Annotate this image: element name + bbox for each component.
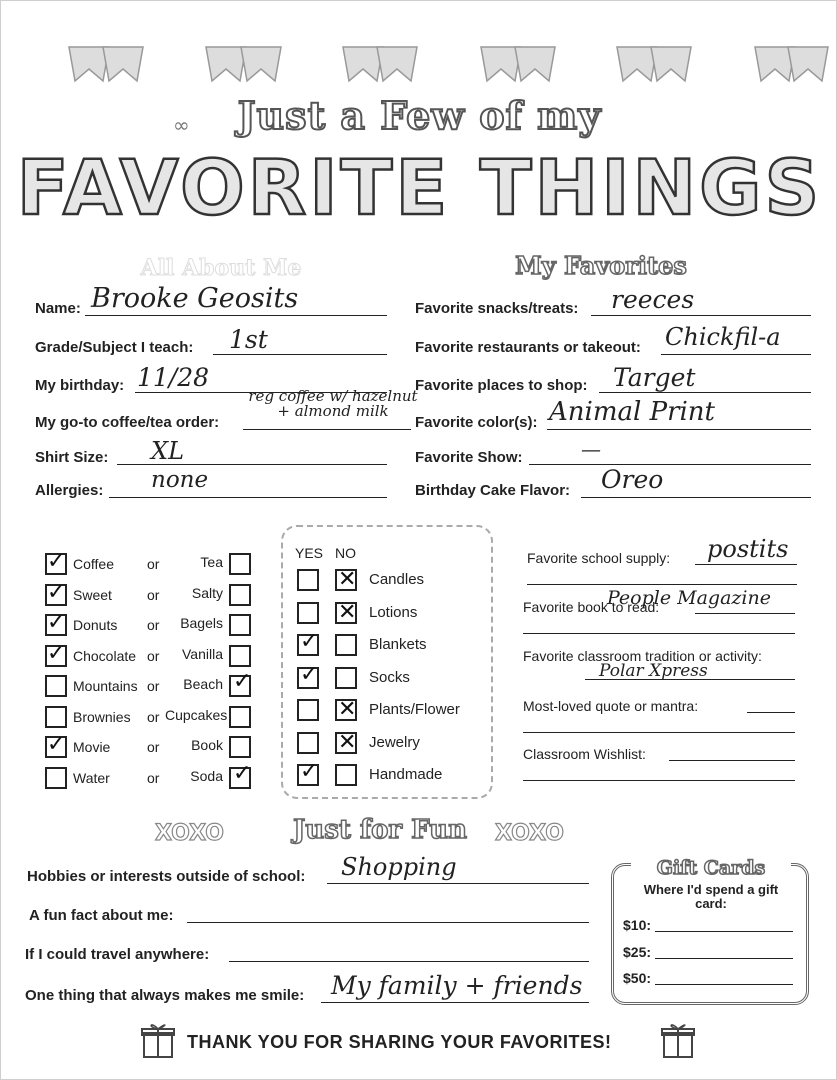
gift-cards-subtitle: Where I'd spend a gift card: xyxy=(643,882,779,911)
hobbies-label: Hobbies or interests outside of school: xyxy=(27,868,306,885)
name-label: Name: xyxy=(35,300,81,317)
hobbies-line[interactable] xyxy=(327,883,589,884)
option-sweet: Sweet xyxy=(73,587,112,603)
snacks-line[interactable] xyxy=(591,315,811,316)
restaurants-line[interactable] xyxy=(661,354,811,355)
about-heading: All About Me xyxy=(140,255,302,281)
gift-card-10-line[interactable] xyxy=(655,931,793,932)
x-mark-icon: ✕ xyxy=(338,730,357,755)
cake-label: Birthday Cake Flavor: xyxy=(415,482,571,499)
or-text: or xyxy=(147,709,160,725)
yes-checkbox-jewelry[interactable] xyxy=(297,732,319,754)
bunting-flag xyxy=(375,45,419,83)
snacks-value: reeces xyxy=(611,285,695,314)
book-line-2[interactable] xyxy=(523,633,795,634)
allergies-value: none xyxy=(151,467,209,493)
checkbox-bagels[interactable] xyxy=(229,614,251,636)
smile-line[interactable] xyxy=(321,1002,589,1003)
smile-label: One thing that always makes me smile: xyxy=(25,987,305,1004)
option-soda: Soda xyxy=(190,768,223,784)
option-chocolate: Chocolate xyxy=(73,648,137,664)
quote-line[interactable] xyxy=(747,712,795,713)
no-checkbox-plants-flower[interactable] xyxy=(335,699,357,721)
swirl-icon: ∞ xyxy=(173,113,190,137)
option-coffee: Coffee xyxy=(73,556,114,572)
checkbox-donuts[interactable] xyxy=(45,610,67,636)
option-beach: Beach xyxy=(183,676,223,692)
checkbox-soda[interactable] xyxy=(229,761,252,789)
gift-card-25-line[interactable] xyxy=(655,958,793,959)
bunting-flag xyxy=(239,45,283,83)
yes-no-item-plants-flower: Plants/Flower xyxy=(369,701,460,718)
book-value: People Magazine xyxy=(607,587,771,609)
checkmark-icon: ✓ xyxy=(300,629,319,654)
or-text: or xyxy=(147,678,160,694)
shop-line[interactable] xyxy=(599,392,811,393)
shirt-size-label: Shirt Size: xyxy=(35,449,109,466)
quote-label: Most-loved quote or mantra: xyxy=(523,698,699,714)
school-supply-label: Favorite school supply: xyxy=(527,550,671,566)
option-bagels: Bagels xyxy=(180,615,223,631)
name-line[interactable] xyxy=(85,315,387,316)
option-brownies: Brownies xyxy=(73,709,131,725)
yes-checkbox-lotions[interactable] xyxy=(297,602,319,624)
fun-fact-line[interactable] xyxy=(187,922,589,923)
just-for-fun-heading: Just for Fun xyxy=(293,815,467,845)
x-mark-icon: ✕ xyxy=(338,600,357,625)
no-checkbox-lotions[interactable] xyxy=(335,602,357,624)
bunting-flag xyxy=(649,45,693,83)
grade-line[interactable] xyxy=(213,354,387,355)
book-line[interactable] xyxy=(695,613,795,614)
option-cupcakes: Cupcakes xyxy=(165,707,228,723)
show-label: Favorite Show: xyxy=(415,449,523,466)
yes-no-item-blankets: Blankets xyxy=(369,636,427,653)
yes-no-item-handmade: Handmade xyxy=(369,766,443,783)
wishlist-line[interactable] xyxy=(669,760,795,761)
no-checkbox-blankets[interactable] xyxy=(335,634,357,656)
yes-column-label: YES xyxy=(295,545,324,561)
checkbox-coffee[interactable] xyxy=(45,549,67,575)
show-line[interactable] xyxy=(529,464,811,465)
page-title: FAVORITE THINGS xyxy=(16,143,823,232)
footer-message: THANK YOU FOR SHARING YOUR FAVORITES! xyxy=(187,1032,612,1052)
birthday-value: 11/28 xyxy=(137,363,210,392)
no-column-label: NO xyxy=(335,545,356,561)
option-mountains: Mountains xyxy=(73,678,138,694)
or-text: or xyxy=(147,739,160,755)
show-value: — xyxy=(581,437,601,461)
school-supply-value: postits xyxy=(707,535,789,563)
shop-label: Favorite places to shop: xyxy=(415,377,588,394)
restaurants-label: Favorite restaurants or takeout: xyxy=(415,339,641,356)
checkmark-icon: ✓ xyxy=(300,759,319,784)
checkbox-movie[interactable] xyxy=(45,732,67,758)
option-book: Book xyxy=(191,737,223,753)
cake-line[interactable] xyxy=(581,497,811,498)
option-tea: Tea xyxy=(200,554,223,570)
shirt-size-value: XL xyxy=(151,437,185,465)
yes-no-item-jewelry: Jewelry xyxy=(369,734,420,751)
option-donuts: Donuts xyxy=(73,617,118,633)
checkbox-mountains[interactable] xyxy=(45,675,67,697)
or-text: or xyxy=(147,587,160,603)
no-checkbox-candles[interactable] xyxy=(335,569,357,591)
no-checkbox-socks[interactable] xyxy=(335,667,357,689)
checkmark-icon: ✓ xyxy=(47,549,66,574)
allergies-line[interactable] xyxy=(109,497,387,498)
quote-line-2[interactable] xyxy=(523,732,795,733)
school-supply-line-2[interactable] xyxy=(527,584,797,585)
option-water: Water xyxy=(73,770,110,786)
gift-card-25-label: $25: xyxy=(623,944,652,960)
x-mark-icon: ✕ xyxy=(338,697,357,722)
birthday-label: My birthday: xyxy=(35,377,125,394)
gift-box-icon xyxy=(141,1021,175,1059)
xoxo-decoration-right: XOXO xyxy=(495,821,564,846)
checkmark-icon: ✓ xyxy=(47,580,66,605)
gift-card-50-label: $50: xyxy=(623,970,652,986)
yes-checkbox-handmade[interactable] xyxy=(297,759,319,786)
checkbox-beach[interactable] xyxy=(229,669,252,697)
yes-no-item-lotions: Lotions xyxy=(369,604,418,621)
no-checkbox-jewelry[interactable] xyxy=(335,732,357,754)
travel-line[interactable] xyxy=(229,961,589,962)
coffee-order-label: My go-to coffee/tea order: xyxy=(35,414,220,431)
checkmark-icon: ✓ xyxy=(47,641,66,666)
checkmark-icon: ✓ xyxy=(300,662,319,687)
travel-label: If I could travel anywhere: xyxy=(25,946,210,963)
checkbox-brownies[interactable] xyxy=(45,706,67,728)
yes-no-item-candles: Candles xyxy=(369,571,425,588)
allergies-label: Allergies: xyxy=(35,482,104,499)
checkbox-book[interactable] xyxy=(229,736,251,758)
color-value: Animal Print xyxy=(549,397,716,427)
bunting-flag xyxy=(101,45,145,83)
yes-checkbox-blankets[interactable] xyxy=(297,629,319,656)
cake-value: Oreo xyxy=(601,465,664,494)
checkbox-chocolate[interactable] xyxy=(45,641,67,667)
checkmark-icon: ✓ xyxy=(233,669,252,694)
grade-value: 1st xyxy=(229,325,268,354)
name-value: Brooke Geosits xyxy=(91,283,299,314)
school-supply-line[interactable] xyxy=(695,564,797,565)
gift-cards-heading: Gift Cards xyxy=(631,857,791,879)
favorites-heading: My Favorites xyxy=(515,251,687,280)
or-text: or xyxy=(147,648,160,664)
tradition-value: Polar Xpress xyxy=(599,661,708,681)
fun-fact-label: A fun fact about me: xyxy=(29,907,174,924)
xoxo-decoration-left: XOXO xyxy=(155,821,224,846)
checkbox-sweet[interactable] xyxy=(45,580,67,606)
coffee-order-value: reg coffee w/ hazelnut + almond milk xyxy=(248,387,418,420)
coffee-order-line[interactable] xyxy=(243,429,411,430)
hobbies-value: Shopping xyxy=(341,853,457,881)
snacks-label: Favorite snacks/treats: xyxy=(415,300,579,317)
yes-no-item-socks: Socks xyxy=(369,669,410,686)
or-text: or xyxy=(147,617,160,633)
color-label: Favorite color(s): xyxy=(415,414,538,431)
option-salty: Salty xyxy=(191,585,223,601)
checkmark-icon: ✓ xyxy=(233,761,252,786)
gift-card-50-line[interactable] xyxy=(655,984,793,985)
wishlist-label: Classroom Wishlist: xyxy=(523,746,646,762)
color-line[interactable] xyxy=(547,429,811,430)
gift-card-10-label: $10: xyxy=(623,917,652,933)
yes-checkbox-candles[interactable] xyxy=(297,569,319,591)
checkmark-icon: ✓ xyxy=(47,610,66,635)
yes-checkbox-socks[interactable] xyxy=(297,662,319,689)
restaurants-value: Chickfil-a xyxy=(665,323,781,351)
or-text: or xyxy=(147,770,160,786)
option-vanilla: Vanilla xyxy=(182,646,223,662)
grade-label: Grade/Subject I teach: xyxy=(35,339,194,356)
shop-value: Target xyxy=(613,363,696,392)
checkbox-tea[interactable] xyxy=(229,553,251,575)
smile-value: My family + friends xyxy=(331,971,583,1000)
checkbox-cupcakes[interactable] xyxy=(229,706,251,728)
checkbox-vanilla[interactable] xyxy=(229,645,251,667)
tradition-label: Favorite classroom tradition or activity: xyxy=(523,648,762,664)
wishlist-line-2[interactable] xyxy=(523,780,795,781)
title-top: Just a Few of my xyxy=(237,93,602,138)
no-checkbox-handmade[interactable] xyxy=(335,764,357,786)
checkbox-salty[interactable] xyxy=(229,584,251,606)
yes-checkbox-plants-flower[interactable] xyxy=(297,699,319,721)
bunting-flag xyxy=(513,45,557,83)
option-movie: Movie xyxy=(73,739,111,755)
book-label: Favorite book to read: xyxy=(523,599,660,615)
checkbox-water[interactable] xyxy=(45,767,67,789)
gift-box-icon xyxy=(661,1021,695,1059)
x-mark-icon: ✕ xyxy=(338,567,357,592)
bunting-flag xyxy=(786,45,830,83)
checkmark-icon: ✓ xyxy=(47,732,66,757)
or-text: or xyxy=(147,556,160,572)
